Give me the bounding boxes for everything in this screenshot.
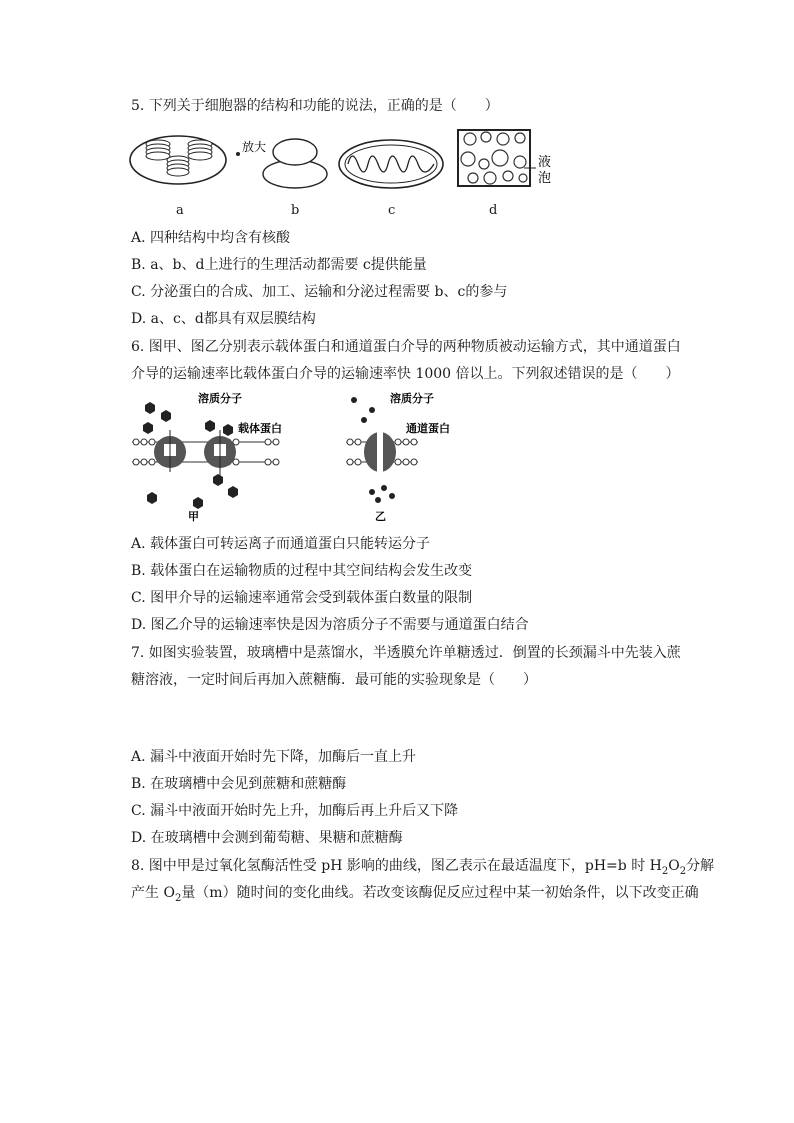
- q7-stem-line-2: 糖溶液，一定时间后再加入蔗糖酶．最可能的实验现象是（ ）: [131, 672, 537, 688]
- q5-option-a: A. 四种结构中均含有核酸: [131, 230, 291, 246]
- q5-stem: 5. 下列关于细胞器的结构和功能的说法，正确的是（ ）: [131, 98, 499, 114]
- grana-stack-icon: [146, 140, 212, 176]
- caption-a: a: [176, 203, 184, 218]
- q7-stem-line-1: 7. 如图实验装置，玻璃槽中是蒸馏水，半透膜允许单糖透过．倒置的长颈漏斗中先装入蔗: [131, 645, 681, 661]
- q8-stem-line-2: 产生 $O_2$量（m）随时间的变化曲线。若改变该酶促反应过程中某一初始条件，以下改变正确: [131, 885, 699, 904]
- q7-option-c: C. 漏斗中液面开始时先上升，加酶后再上升后又下降: [131, 803, 459, 819]
- label-solute-left: 溶质分子: [198, 392, 242, 405]
- q6-stem-line-1: 6. 图甲、图乙分别表示载体蛋白和通道蛋白介导的两种物质被动运输方式，其中通道蛋白: [131, 339, 681, 355]
- zoom-dot: [236, 152, 240, 156]
- label-channel: 通道蛋白: [406, 422, 450, 435]
- q6-option-d: D. 图乙介导的运输速率快是因为溶质分子不需要与通道蛋白结合: [131, 617, 529, 633]
- q5-option-c: C. 分泌蛋白的合成、加工、运输和分泌过程需要 b、c的参与: [131, 284, 508, 300]
- label-carrier: 载体蛋白: [238, 422, 282, 435]
- label-solute-right: 溶质分子: [390, 392, 434, 405]
- zoom-label: 放大: [242, 140, 267, 154]
- cristae: [348, 156, 434, 172]
- q6-transport-figure: [128, 392, 458, 522]
- q6-stem-line-2: 介导的运输速率比载体蛋白介导的运输速率快 1000 倍以上。下列叙述错误的是（ ）: [131, 366, 680, 382]
- caption-d: d: [489, 203, 498, 218]
- label-jia: 甲: [188, 510, 199, 522]
- caption-c: c: [388, 203, 396, 218]
- vacuole-label-1: 液: [538, 155, 552, 170]
- q6-option-a: A. 载体蛋白可转运离子而通道蛋白只能转运分子: [131, 536, 431, 552]
- q5-option-d: D. a、c、d都具有双层膜结构: [131, 311, 316, 327]
- vacuole-label-2: 泡: [538, 171, 552, 186]
- mitochondrion-outer: [339, 140, 443, 188]
- q7-option-b: B. 在玻璃槽中会见到蔗糖和蔗糖酶: [131, 776, 347, 792]
- q5-organelle-figure: [128, 124, 568, 214]
- caption-b: b: [291, 203, 300, 218]
- q8-stem-line-1: 8. 图中甲是过氧化氢酶活性受 pH 影响的曲线，图乙表示在最适温度下，pH=b 时 $H_2O_2$分解: [131, 858, 715, 877]
- q5-option-b: B. a、b、d上进行的生理活动都需要 c提供能量: [131, 257, 427, 273]
- q7-option-a: A. 漏斗中液面开始时先下降，加酶后一直上升: [131, 749, 417, 765]
- label-yi: 乙: [375, 510, 386, 522]
- q6-option-c: C. 图甲介导的运输速率通常会受到载体蛋白数量的限制: [131, 590, 473, 606]
- q6-option-b: B. 载体蛋白在运输物质的过程中其空间结构会发生改变: [131, 563, 473, 579]
- ribosome-small-subunit: [273, 139, 317, 165]
- q7-option-d: D. 在玻璃槽中会测到葡萄糖、果糖和蔗糖酶: [131, 830, 403, 846]
